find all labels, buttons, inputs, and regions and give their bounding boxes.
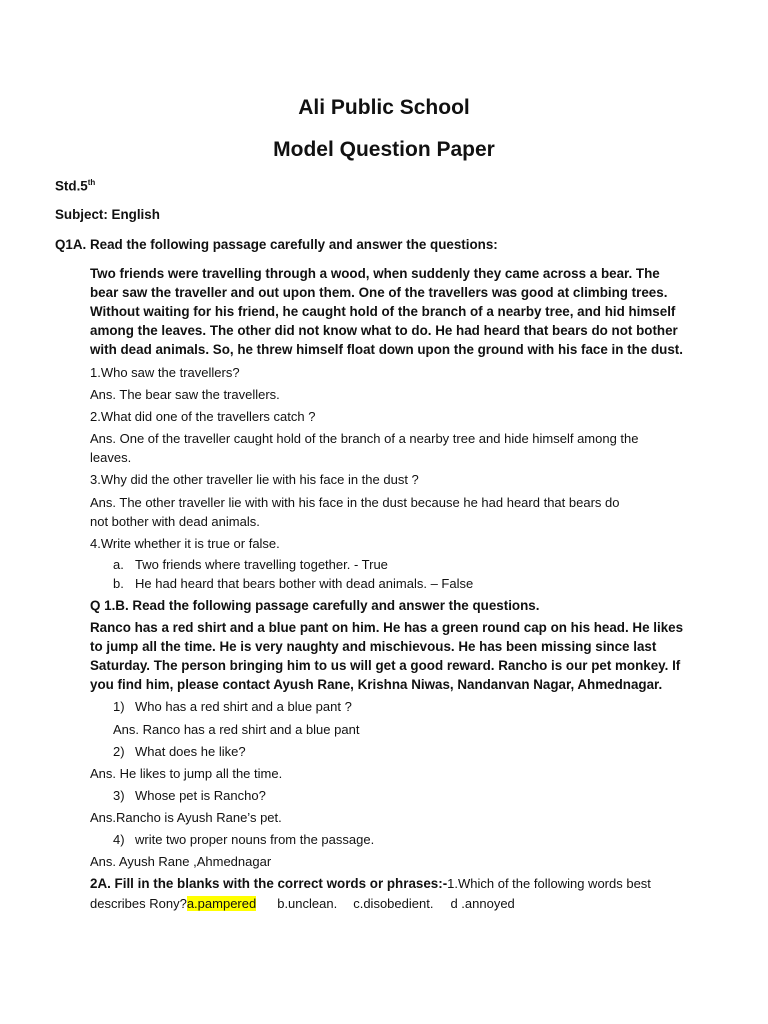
q2a-line-2 (90, 896, 515, 911)
list-marker: a. (113, 557, 124, 572)
question-number: 2) (113, 744, 125, 759)
q1b-passage-line: Saturday. The person bringing him to us will get a good reward. Rancho is our pet monkey. If (90, 658, 681, 673)
q1a-passage-line: among the leaves. The other did not know what to do. He had heard that bears do not bother (90, 323, 678, 338)
standard-superscript: th (87, 178, 96, 187)
q1a-question-3: 3.Why did the other traveller lie with his face in the dust ? (90, 472, 419, 487)
q1a-passage-line: Without waiting for his friend, he caught hold of the branch of a nearby tree, and hid himself (90, 304, 676, 319)
question-text: Whose pet is Rancho? (135, 788, 266, 803)
q1a-question-4: 4.Write whether it is true or false. (90, 536, 280, 551)
q1b-answer-1: Ans. Ranco has a red shirt and a blue pant (113, 722, 360, 737)
question-text: What does he like? (135, 744, 246, 759)
q1b-heading: Q 1.B. Read the following passage carefully and answer the questions. (90, 598, 540, 613)
q1b-question-3 (113, 788, 266, 803)
question-number: 3) (113, 788, 125, 803)
q1b-question-1 (113, 699, 352, 714)
q2a-line-1 (90, 876, 651, 891)
true-false-item (113, 557, 388, 572)
q1b-answer-4: Ans. Ayush Rane ,Ahmednagar (90, 854, 272, 869)
q1b-question-2 (113, 744, 246, 759)
q1a-passage-line: Two friends were travelling through a wood, when suddenly they came across a bear. The (90, 266, 660, 281)
q1b-passage-line: to jump all the time. He is very naughty and mischievous. He has been missing since last (90, 639, 657, 654)
q1b-passage-line: Ranco has a red shirt and a blue pant on him. He has a green round cap on his head. He likes (90, 620, 684, 635)
q1b-question-4 (113, 832, 374, 847)
question-text: write two proper nouns from the passage. (135, 832, 375, 847)
question-number: 1) (113, 699, 125, 714)
option-a-highlighted: a.pampered (186, 896, 257, 911)
q1a-question-2: 2.What did one of the travellers catch ? (90, 409, 316, 424)
question-number: 4) (113, 832, 125, 847)
q2a-heading: 2A. Fill in the blanks with the correct words or phrases:- (90, 876, 448, 891)
q2a-question-start: 1.Which of the following words best (447, 876, 651, 891)
q1a-answer-2: Ans. One of the traveller caught hold of the branch of a nearby tree and hide himself among the (90, 431, 639, 446)
option-b: b.unclean. (277, 896, 338, 911)
q2a-question-end: describes Rony? (90, 896, 187, 911)
question-text: Who has a red shirt and a blue pant ? (135, 699, 352, 714)
q1b-passage-line: you find him, please contact Ayush Rane, Krishna Niwas, Nandanvan Nagar, Ahmednagar. (90, 677, 663, 692)
q1a-heading: Q1A. Read the following passage carefully and answer the questions: (55, 237, 498, 252)
q1a-answer-3: Ans. The other traveller lie with with his face in the dust because he had heard that bears do (90, 495, 620, 510)
q1b-answer-2: Ans. He likes to jump all the time. (90, 766, 283, 781)
subject-label: Subject: English (55, 207, 160, 222)
q1a-answer-1: Ans. The bear saw the travellers. (90, 387, 280, 402)
list-marker: b. (113, 576, 124, 591)
q1b-answer-3: Ans.Rancho is Ayush Rane’s pet. (90, 810, 282, 825)
option-c: c.disobedient. (353, 896, 434, 911)
list-item-text: Two friends where travelling together. - True (135, 557, 388, 572)
list-item-text: He had heard that bears bother with dead animals. – False (135, 576, 474, 591)
paper-title: Model Question Paper (273, 138, 495, 161)
q1a-answer-3-cont: not bother with dead animals. (90, 514, 260, 529)
school-name: Ali Public School (298, 96, 470, 119)
q1a-question-1: 1.Who saw the travellers? (90, 365, 240, 380)
true-false-item (113, 576, 473, 591)
q1a-answer-2-cont: leaves. (90, 450, 132, 465)
standard-label (55, 178, 95, 193)
q1a-passage-line: with dead animals. So, he threw himself float down upon the ground with his face in the dust. (90, 342, 683, 357)
q1a-passage-line: bear saw the traveller and out upon them. One of the travellers was good at climbing trees. (90, 285, 668, 300)
option-d: d .annoyed (450, 896, 515, 911)
standard-text: Std.5 (55, 178, 88, 194)
